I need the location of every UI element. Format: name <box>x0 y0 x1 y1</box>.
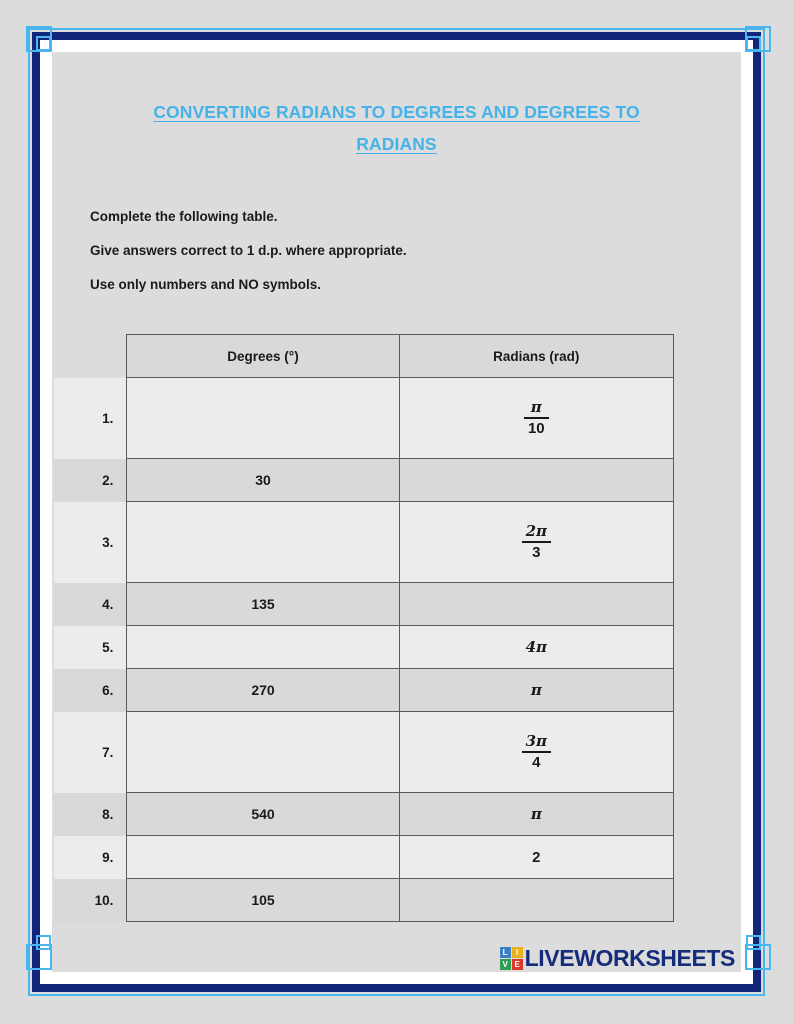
page-title-line-1: CONVERTING RADIANS TO DEGREES AND DEGREES TO <box>153 102 640 122</box>
degrees-value: 270 <box>251 682 275 698</box>
radians-cell[interactable] <box>399 626 673 669</box>
frame-outline-left <box>28 28 30 996</box>
fraction-denominator: 4 <box>532 754 541 771</box>
radians-cell[interactable] <box>399 879 673 922</box>
row-number: 9. <box>54 836 127 879</box>
frame-inner-white-bottom <box>40 972 753 984</box>
frame-outline-right <box>763 28 765 996</box>
table-row <box>54 583 674 626</box>
table-header-row <box>54 335 674 378</box>
table-row <box>54 669 674 712</box>
radians-cell[interactable] <box>399 459 673 502</box>
fraction-denominator: 3 <box>532 544 541 561</box>
logo-square-i: I <box>512 947 523 958</box>
row-number: 10. <box>54 879 127 922</box>
header-degrees: Degrees (°) <box>127 335 399 378</box>
radians-cell[interactable] <box>399 793 673 836</box>
degrees-cell[interactable] <box>127 712 399 793</box>
degrees-cell[interactable] <box>127 583 399 626</box>
header-row-number-spacer <box>54 335 127 378</box>
liveworksheets-logo-mark-icon <box>500 947 523 970</box>
corner-ornament-bottom-right-inner <box>746 935 761 950</box>
instruction-line-2: Give answers correct to 1 d.p. where appropriate. <box>90 243 407 258</box>
fraction-numerator: π <box>524 399 549 419</box>
table-row <box>54 502 674 583</box>
table-row <box>54 793 674 836</box>
radians-value: 4π <box>525 638 548 656</box>
degrees-value: 135 <box>251 596 275 612</box>
radians-fraction <box>522 733 551 772</box>
radians-value: 2 <box>532 848 541 866</box>
logo-square-l: L <box>500 947 511 958</box>
row-number: 4. <box>54 583 127 626</box>
degrees-cell[interactable] <box>127 793 399 836</box>
degrees-value: 540 <box>251 806 275 822</box>
frame-inner-white-right <box>741 40 753 984</box>
degrees-cell[interactable] <box>127 836 399 879</box>
degrees-cell[interactable] <box>127 502 399 583</box>
instruction-line-1: Complete the following table. <box>90 209 278 224</box>
logo-square-e: E <box>512 959 523 970</box>
conversion-table <box>54 334 674 922</box>
degrees-cell[interactable] <box>127 378 399 459</box>
corner-ornament-bottom-left-inner <box>36 935 51 950</box>
table-header <box>54 335 674 378</box>
radians-value: π <box>530 805 542 823</box>
table-row <box>54 378 674 459</box>
radians-fraction <box>524 399 549 438</box>
fraction-numerator: 2π <box>522 523 551 543</box>
frame-inner-white-top <box>40 40 753 52</box>
table-row <box>54 626 674 669</box>
degrees-cell[interactable] <box>127 626 399 669</box>
frame-outline-bottom <box>28 994 765 996</box>
instructions-block <box>52 160 741 302</box>
radians-cell[interactable] <box>399 669 673 712</box>
liveworksheets-logo-text: LIVEWORKSHEETS <box>524 945 735 971</box>
page-title-line-2: RADIANS <box>356 134 437 154</box>
fraction-numerator: 3π <box>522 733 551 753</box>
degrees-value: 30 <box>255 472 271 488</box>
row-number: 8. <box>54 793 127 836</box>
degrees-cell[interactable] <box>127 669 399 712</box>
row-number: 7. <box>54 712 127 793</box>
degrees-cell[interactable] <box>127 459 399 502</box>
frame-band-bottom <box>32 984 761 992</box>
worksheet-content <box>52 52 741 972</box>
radians-value: π <box>530 681 542 699</box>
liveworksheets-logo[interactable] <box>500 945 735 972</box>
radians-cell[interactable] <box>399 502 673 583</box>
instruction-line-3: Use only numbers and NO symbols. <box>90 277 322 292</box>
frame-band-left <box>32 32 40 992</box>
row-number: 2. <box>54 459 127 502</box>
radians-cell[interactable] <box>399 378 673 459</box>
frame-inner-white-left <box>40 40 52 984</box>
table-body <box>54 378 674 922</box>
table-row <box>54 836 674 879</box>
conversion-table-wrapper <box>52 334 741 922</box>
table-row <box>54 712 674 793</box>
row-number: 6. <box>54 669 127 712</box>
row-number: 5. <box>54 626 127 669</box>
table-row <box>54 879 674 922</box>
page-title <box>52 52 741 160</box>
row-number: 1. <box>54 378 127 459</box>
frame-band-top <box>32 32 761 40</box>
table-row <box>54 459 674 502</box>
fraction-denominator: 10 <box>527 420 545 437</box>
corner-ornament-top-left-inner <box>36 36 51 51</box>
radians-cell[interactable] <box>399 836 673 879</box>
header-radians: Radians (rad) <box>399 335 673 378</box>
radians-fraction <box>522 523 551 562</box>
degrees-cell[interactable] <box>127 879 399 922</box>
frame-outline-top <box>28 28 765 30</box>
degrees-value: 105 <box>251 892 275 908</box>
radians-cell[interactable] <box>399 583 673 626</box>
radians-cell[interactable] <box>399 712 673 793</box>
frame-band-right <box>753 32 761 992</box>
corner-ornament-top-right-inner <box>746 36 761 51</box>
row-number: 3. <box>54 502 127 583</box>
logo-square-v: V <box>500 959 511 970</box>
